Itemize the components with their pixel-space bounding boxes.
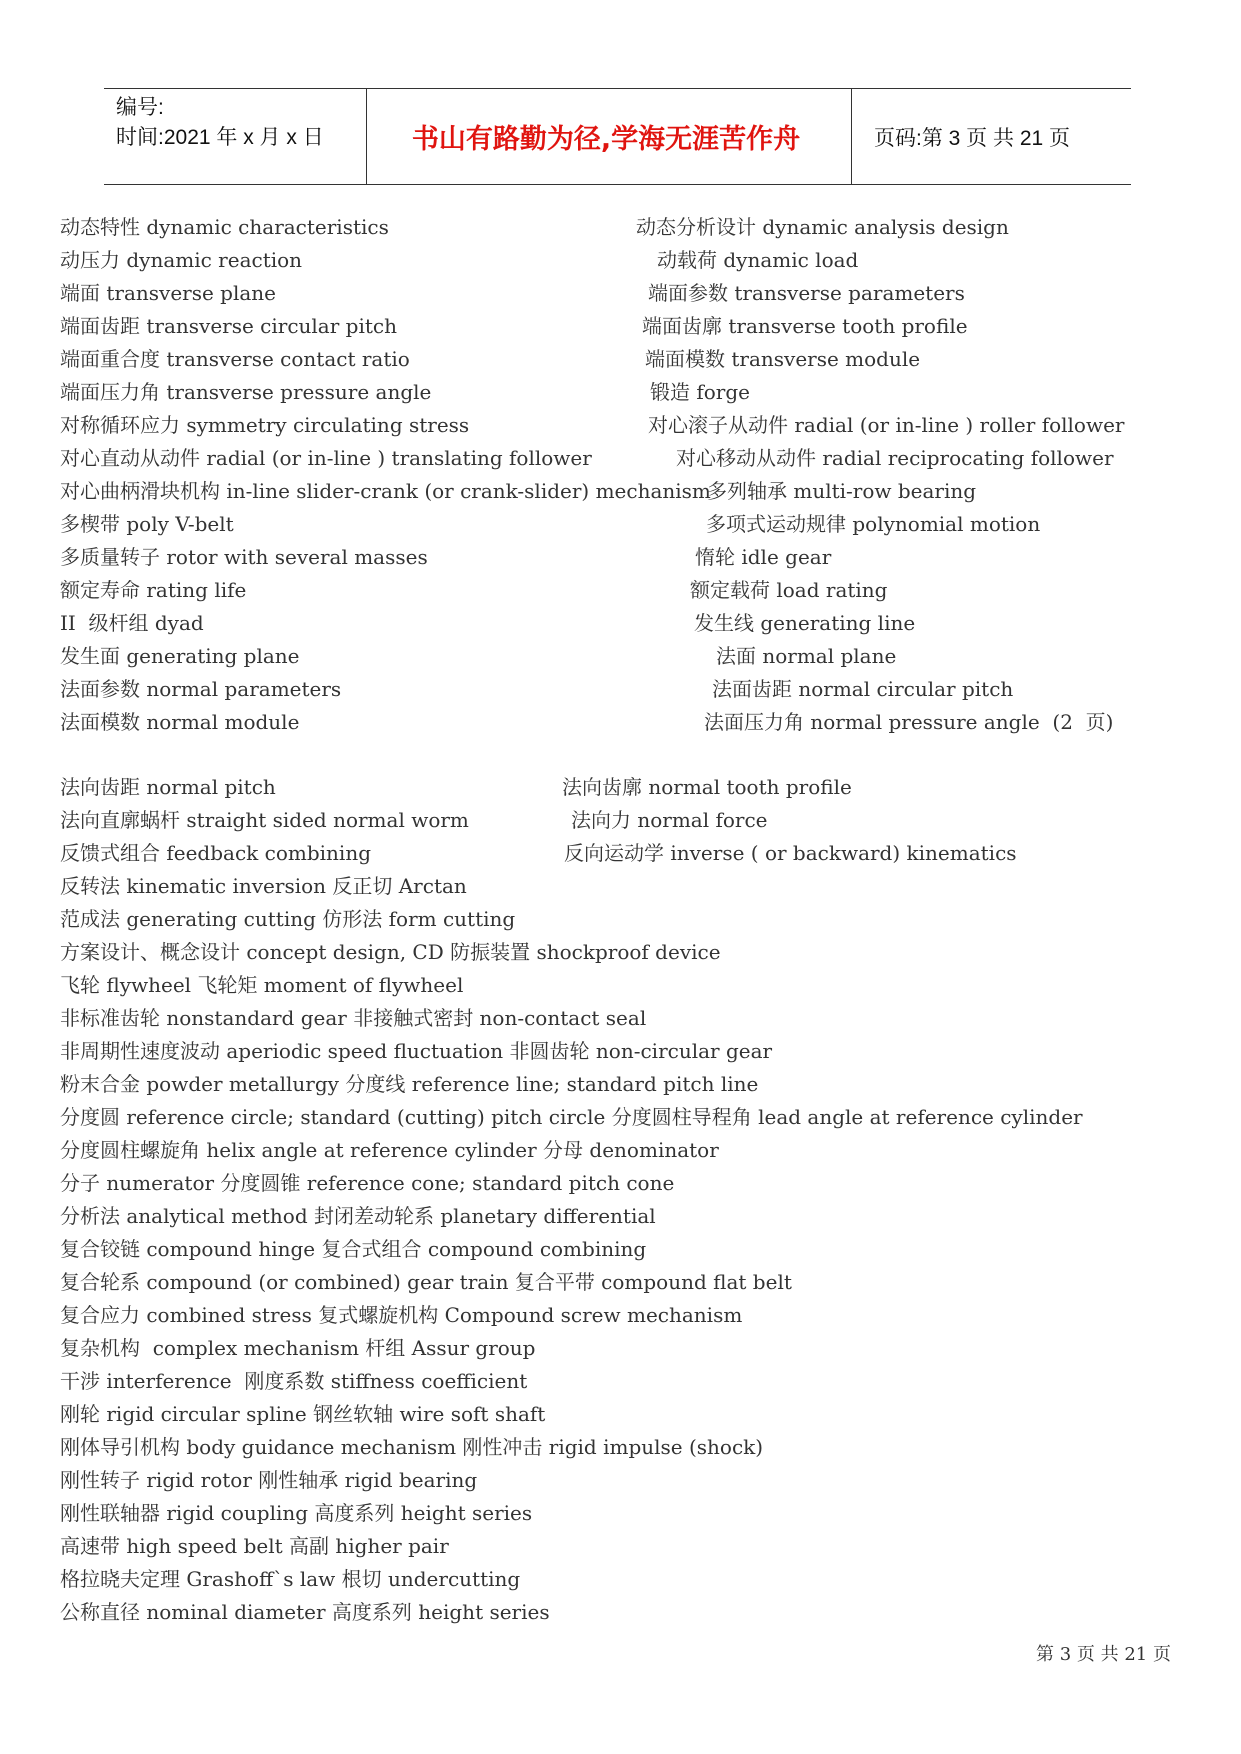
glossary-entry: 动压力 dynamic reaction bbox=[60, 248, 303, 272]
glossary-entry: 多列轴承 multi-row bearing bbox=[707, 479, 977, 503]
glossary-line: 刚体导引机构 body guidance mechanism 刚性冲击 rigid impulse (shock) bbox=[60, 1435, 764, 1459]
glossary-entry: 对心曲柄滑块机构 in-line slider-crank (or crank-slider) mechanism bbox=[60, 479, 711, 503]
glossary-entry: 端面 transverse plane bbox=[60, 281, 277, 305]
glossary-entry: 端面参数 transverse parameters bbox=[648, 281, 965, 305]
glossary-entry: 对心直动从动件 radial (or in-line ) translating follower bbox=[60, 446, 592, 470]
glossary-line: 分子 numerator 分度圆锥 reference cone; standard pitch cone bbox=[60, 1171, 675, 1195]
glossary-entry: 惰轮 idle gear bbox=[695, 545, 832, 569]
glossary-entry: 发生面 generating plane bbox=[60, 644, 300, 668]
glossary-entry: 对心移动从动件 radial reciprocating follower bbox=[676, 446, 1114, 470]
glossary-entry: 额定寿命 rating life bbox=[60, 578, 247, 602]
glossary-line: 分度圆柱螺旋角 helix angle at reference cylinder 分母 denominator bbox=[60, 1138, 719, 1162]
glossary-entry: 额定载荷 load rating bbox=[690, 578, 888, 602]
glossary-line: 粉末合金 powder metallurgy 分度线 reference line; standard pitch line bbox=[60, 1072, 759, 1096]
glossary-entry: 多质量转子 rotor with several masses bbox=[60, 545, 428, 569]
glossary-entry: 法向齿距 normal pitch bbox=[60, 775, 276, 799]
glossary-line: 格拉晓夫定理 Grashoff`s law 根切 undercutting bbox=[60, 1567, 521, 1591]
glossary-entry: 端面重合度 transverse contact ratio bbox=[60, 347, 410, 371]
glossary-line: 公称直径 nominal diameter 高度系列 height series bbox=[60, 1600, 550, 1624]
glossary-line: 非标准齿轮 nonstandard gear 非接触式密封 non-contact seal bbox=[60, 1006, 647, 1030]
glossary-line: 刚轮 rigid circular spline 钢丝软轴 wire soft shaft bbox=[60, 1402, 546, 1426]
page-footer: 第 3 页 共 21 页 bbox=[1036, 1644, 1171, 1665]
time-label: 时间:2021 年 x 月 x 日 bbox=[116, 126, 324, 149]
glossary-entry: 对称循环应力 symmetry circulating stress bbox=[60, 413, 470, 437]
glossary-entry: 端面齿廓 transverse tooth profile bbox=[642, 314, 968, 338]
glossary-line: 复杂机构 complex mechanism 杆组 Assur group bbox=[60, 1336, 536, 1360]
glossary-entry: 法面参数 normal parameters bbox=[60, 677, 342, 701]
glossary-entry: 法面压力角 normal pressure angle (2 页) bbox=[704, 710, 1114, 734]
glossary-entry: 动态分析设计 dynamic analysis design bbox=[636, 215, 1009, 239]
glossary-line: 方案设计、概念设计 concept design, CD 防振装置 shockproof device bbox=[60, 940, 721, 964]
header-motto: 书山有路勤为径,学海无涯苦作舟 bbox=[411, 124, 801, 155]
glossary-line: 复合铰链 compound hinge 复合式组合 compound combining bbox=[60, 1237, 647, 1261]
glossary-line: 干涉 interference 刚度系数 stiffness coefficient bbox=[60, 1369, 528, 1393]
glossary-entry: II 级杆组 dyad bbox=[60, 611, 204, 635]
glossary-line: 反转法 kinematic inversion 反正切 Arctan bbox=[60, 874, 467, 898]
glossary-line: 分析法 analytical method 封闭差动轮系 planetary differential bbox=[60, 1204, 656, 1228]
glossary-entry: 锻造 forge bbox=[650, 380, 750, 404]
glossary-entry: 法向力 normal force bbox=[571, 808, 768, 832]
glossary-entry: 动态特性 dynamic characteristics bbox=[60, 215, 389, 239]
glossary-entry: 法向直廓蜗杆 straight sided normal worm bbox=[60, 808, 469, 832]
glossary-line: 刚性联轴器 rigid coupling 高度系列 height series bbox=[60, 1501, 533, 1525]
glossary-entry: 多项式运动规律 polynomial motion bbox=[706, 512, 1041, 536]
glossary-entry: 动载荷 dynamic load bbox=[657, 248, 859, 272]
glossary-entry: 法向齿廓 normal tooth profile bbox=[562, 775, 852, 799]
glossary-line: 刚性转子 rigid rotor 刚性轴承 rigid bearing bbox=[60, 1468, 478, 1492]
glossary-entry: 法面模数 normal module bbox=[60, 710, 300, 734]
glossary-entry: 发生线 generating line bbox=[694, 611, 916, 635]
glossary-entry: 法面齿距 normal circular pitch bbox=[712, 677, 1014, 701]
glossary-entry: 多楔带 poly V-belt bbox=[60, 512, 234, 536]
number-label: 编号: bbox=[116, 96, 164, 119]
glossary-entry: 反馈式组合 feedback combining bbox=[60, 841, 372, 865]
glossary-line: 复合轮系 compound (or combined) gear train 复合平带 compound flat belt bbox=[60, 1270, 792, 1294]
glossary-line: 分度圆 reference circle; standard (cutting) pitch circle 分度圆柱导程角 lead angle at reference cylinder bbox=[60, 1105, 1083, 1129]
header-page-label: 页码:第 3 页 共 21 页 bbox=[874, 126, 1071, 150]
glossary-line: 复合应力 combined stress 复式螺旋机构 Compound screw mechanism bbox=[60, 1303, 743, 1327]
glossary-entry: 端面压力角 transverse pressure angle bbox=[60, 380, 432, 404]
glossary-line: 飞轮 flywheel 飞轮矩 moment of flywheel bbox=[60, 973, 464, 997]
glossary-line: 非周期性速度波动 aperiodic speed fluctuation 非圆齿轮 non-circular gear bbox=[60, 1039, 773, 1063]
glossary-entry: 端面模数 transverse module bbox=[645, 347, 921, 371]
glossary-line: 高速带 high speed belt 高副 higher pair bbox=[60, 1534, 449, 1558]
glossary-entry: 法面 normal plane bbox=[716, 644, 897, 668]
glossary-line: 范成法 generating cutting 仿形法 form cutting bbox=[60, 907, 516, 931]
glossary-entry: 端面齿距 transverse circular pitch bbox=[60, 314, 397, 338]
glossary-entry: 反向运动学 inverse ( or backward) kinematics bbox=[564, 841, 1017, 865]
glossary-entry: 对心滚子从动件 radial (or in-line ) roller follower bbox=[648, 413, 1125, 437]
